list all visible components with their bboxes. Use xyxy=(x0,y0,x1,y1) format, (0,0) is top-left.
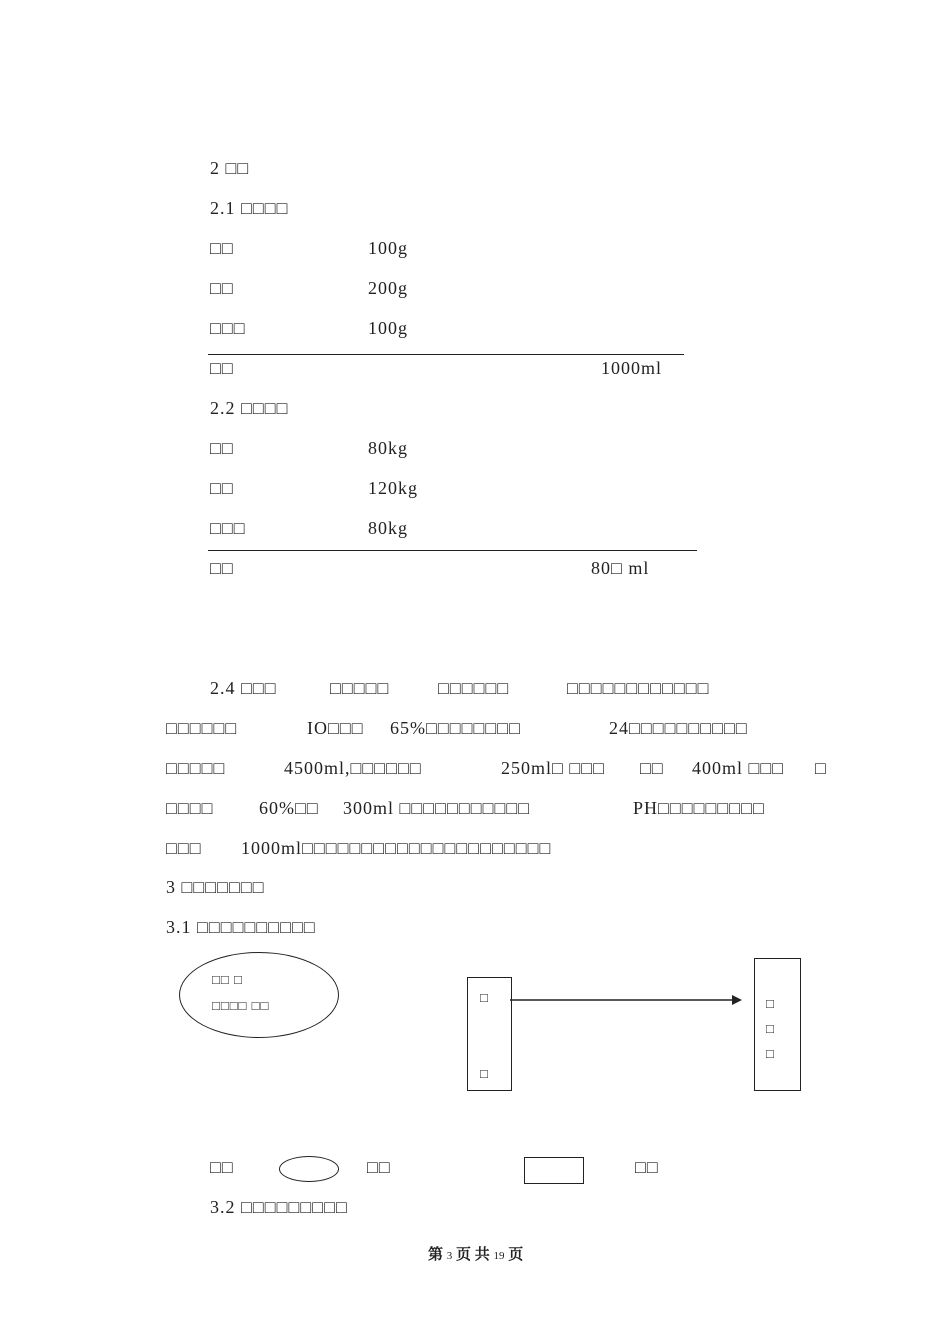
total-divider xyxy=(208,550,697,551)
flow-box-right-text: □ xyxy=(766,996,775,1011)
footer-prefix: 第 xyxy=(428,1247,444,1263)
para-fragment: PH□□□□□□□□□ xyxy=(633,798,765,818)
ellipse-text: □□ □ xyxy=(212,972,243,987)
para-fragment: 4500ml,□□□□□□ xyxy=(284,758,422,778)
ingredient-name: □□□ xyxy=(210,518,246,538)
ingredient-name: □□ xyxy=(210,278,234,298)
legend-box-icon xyxy=(524,1157,584,1184)
para-fragment: 250ml□ □□□ xyxy=(501,758,605,778)
para-fragment: IO□□□ xyxy=(307,718,364,738)
para-fragment: □□ xyxy=(640,758,664,778)
section-3-1-heading: 3.1 □□□□□□□□□□ xyxy=(166,917,316,937)
section-2-1-heading: 2.1 □□□□ xyxy=(210,198,289,218)
total-value: 1000ml xyxy=(601,358,663,378)
total-label: □□ xyxy=(210,358,234,378)
footer-mid: 页 共 xyxy=(456,1247,490,1263)
flow-box-right xyxy=(754,958,801,1091)
ingredient-name: □□ xyxy=(210,438,234,458)
section-2-2-heading: 2.2 □□□□ xyxy=(210,398,289,418)
para-fragment: □□□□□□ xyxy=(166,718,238,738)
legend-ellipse-icon xyxy=(279,1156,339,1182)
section-3-heading: 3 □□□□□□□ xyxy=(166,877,265,897)
ingredient-qty: 80kg xyxy=(368,438,408,458)
para-fragment: 300ml □□□□□□□□□□□ xyxy=(343,798,531,818)
flow-box-left-text: □ xyxy=(480,1066,489,1081)
legend-label: □□ xyxy=(210,1157,234,1177)
flow-box-right-text: □ xyxy=(766,1021,775,1036)
ingredient-name: □□ xyxy=(210,238,234,258)
para-fragment: □□□□□□ xyxy=(438,678,510,698)
ingredient-qty: 120kg xyxy=(368,478,418,498)
page-footer xyxy=(428,1243,523,1264)
para-fragment: 1000ml□□□□□□□□□□□□□□□□□□□□□ xyxy=(241,838,552,858)
total-value: 80□ ml xyxy=(591,558,650,578)
para-fragment: □ xyxy=(815,758,827,778)
footer-total-pages: 19 xyxy=(493,1250,505,1262)
para-fragment: □□□□ xyxy=(166,798,214,818)
para-fragment: □□□ xyxy=(166,838,202,858)
process-ellipse xyxy=(179,952,339,1038)
para-fragment: 400ml □□□ xyxy=(692,758,785,778)
legend-label: □□ xyxy=(635,1157,659,1177)
flow-box-right-text: □ xyxy=(766,1046,775,1061)
footer-suffix: 页 xyxy=(508,1247,524,1263)
para-fragment: □□□□□ xyxy=(166,758,226,778)
flow-arrow-icon xyxy=(510,990,744,1010)
section-3-2-heading: 3.2 □□□□□□□□□ xyxy=(210,1197,348,1217)
para-fragment: □□□□□ xyxy=(330,678,390,698)
para-fragment: □□□□□□□□□□□□ xyxy=(567,678,710,698)
ingredient-qty: 200g xyxy=(368,278,408,298)
total-divider xyxy=(208,354,684,355)
flow-box-left-text: □ xyxy=(480,990,489,1005)
ingredient-qty: 100g xyxy=(368,238,408,258)
total-label: □□ xyxy=(210,558,234,578)
ingredient-qty: 80kg xyxy=(368,518,408,538)
para-fragment: 24□□□□□□□□□□ xyxy=(609,718,748,738)
ellipse-text: □□□□ □□ xyxy=(212,998,270,1013)
flow-box-left xyxy=(467,977,512,1091)
legend-label: □□ xyxy=(367,1157,391,1177)
para-fragment: 60%□□ xyxy=(259,798,319,818)
para-fragment: 65%□□□□□□□□ xyxy=(390,718,521,738)
section-2-heading: 2 □□ xyxy=(210,158,250,178)
footer-page-number: 3 xyxy=(446,1250,453,1262)
ingredient-name: □□ xyxy=(210,478,234,498)
para-fragment: 2.4 □□□ xyxy=(210,678,277,698)
ingredient-name: □□□ xyxy=(210,318,246,338)
ingredient-qty: 100g xyxy=(368,318,408,338)
